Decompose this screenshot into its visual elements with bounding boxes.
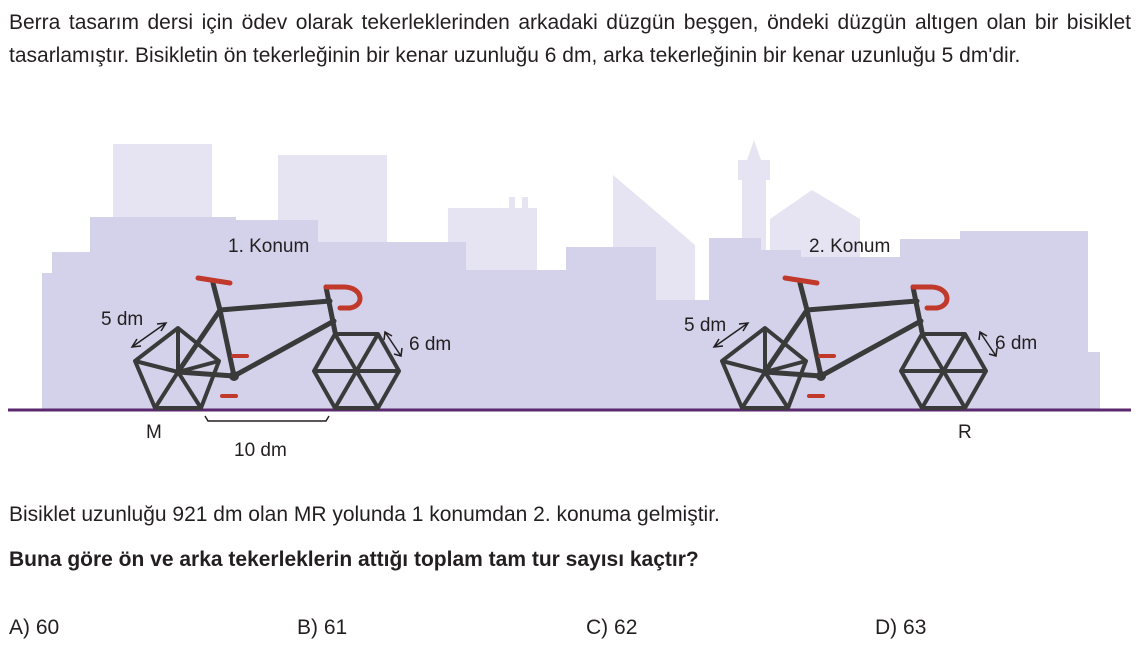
rear-edge-label-1: 5 dm [101, 309, 144, 330]
problem-statement: Bisiklet uzunluğu 921 dm olan MR yolunda 1 konumdan 2. konuma gelmiştir. [9, 503, 720, 526]
wheel-gap-label: 10 dm [234, 440, 287, 461]
option-c[interactable] [586, 616, 637, 640]
crank-hub [816, 371, 826, 381]
option-a-value: 60 [35, 616, 60, 639]
option-d[interactable] [875, 616, 926, 640]
front-edge-label-2: 6 dm [995, 333, 1038, 354]
option-b[interactable] [297, 616, 347, 640]
option-b-value: 61 [323, 616, 348, 639]
wheel-gap-brace [205, 416, 329, 421]
option-b-letter: B) [297, 616, 318, 639]
bicycle-figure [0, 135, 1138, 465]
position-1-label: 1. Konum [228, 236, 310, 257]
point-r-label: R [958, 422, 972, 443]
crank-hub [229, 371, 239, 381]
front-edge-label-1: 6 dm [409, 334, 452, 355]
problem-intro: Berra tasarım dersi için ödev olarak tekerleklerinden arkadaki düzgün beşgen, öndeki düzgün altıgen olan bir bisiklet tasarlamıştır. Bisikletin ön tekerleğinin bir kenar uzunluğu 6 dm, arka tekerleğinin bir kenar uzunluğu 5 dm'dir. [9, 11, 1131, 67]
position-2-label: 2. Konum [809, 236, 891, 257]
option-a[interactable] [9, 616, 59, 640]
point-m-label: M [146, 422, 162, 443]
option-d-letter: D) [875, 616, 898, 639]
option-d-value: 63 [903, 616, 927, 639]
option-c-letter: C) [586, 616, 609, 639]
skyline-front [42, 217, 1100, 410]
rear-edge-label-2: 5 dm [684, 315, 727, 336]
problem-question: Buna göre ön ve arka tekerleklerin attığı toplam tam tur sayısı kaçtır? [9, 548, 699, 571]
option-c-value: 62 [614, 616, 638, 639]
option-a-letter: A) [9, 616, 30, 639]
